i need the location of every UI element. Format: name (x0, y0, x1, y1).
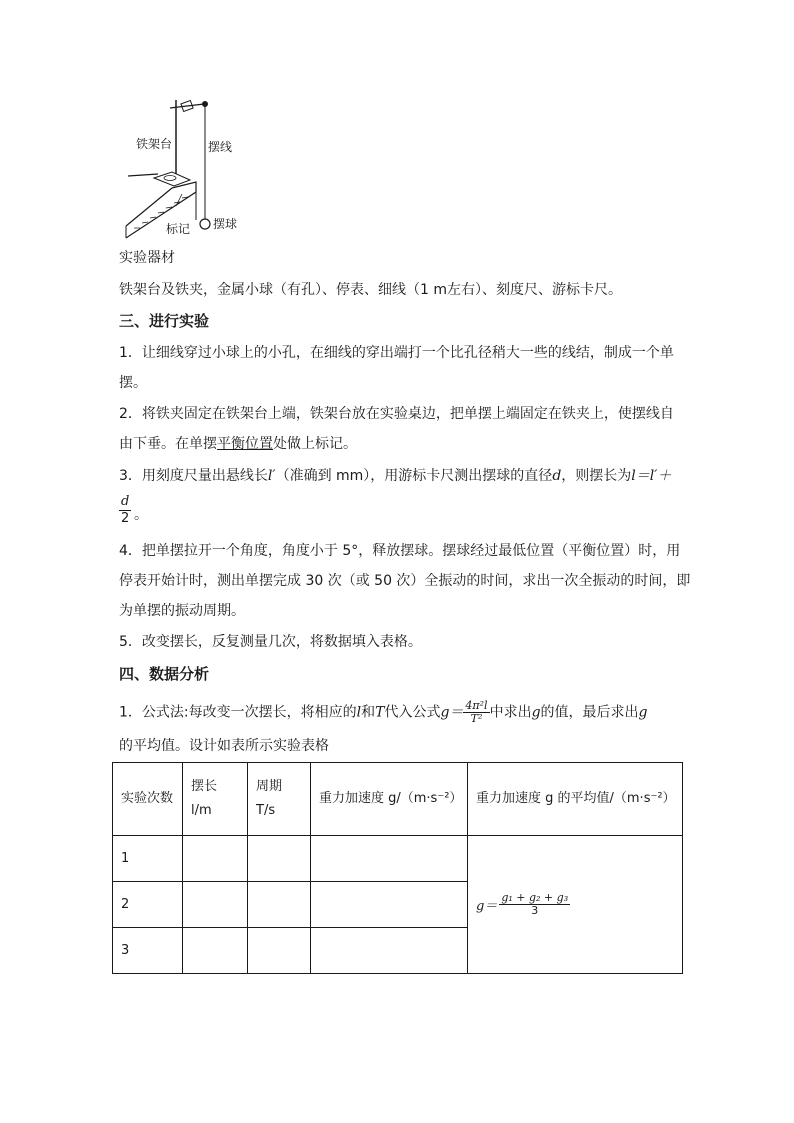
text-and: 和 (361, 704, 376, 721)
experiment-table (112, 762, 683, 974)
step2-line1: 2．将铁夹固定在铁架台上端，铁架台放在实验桌边，把单摆上端固定在铁夹上，使摆线自 (119, 406, 674, 422)
cell-length (183, 836, 248, 882)
label-ball: 摆球 (213, 217, 238, 231)
equipment-title: 实验器材 (119, 250, 175, 266)
step3-var-d: d (552, 468, 562, 484)
step1-line1: 1．让细线穿过小球上的小孔，在细线的穿出端打一个比孔径稍大一些的线结，制成一个单 (119, 345, 674, 361)
step3-text-a: 3．用刻度尺量出悬线长 (119, 468, 268, 484)
avg-formula-den: 3 (531, 904, 539, 917)
formula-g-lhs: g＝ (440, 704, 464, 721)
header-length: 摆长 l/m (183, 763, 248, 836)
step3-fraction (119, 494, 131, 527)
header-trial: 实验次数 (113, 763, 183, 836)
label-mark: 标记 (166, 222, 191, 236)
header-period: 周期 T/s (248, 763, 311, 836)
step4-line1: 4．把单摆拉开一个角度，角度小于 5°，释放摆球。摆球经过最低位置（平衡位置）时，用 (119, 543, 681, 559)
avg-formula-num: g₁ + g₂ + g₃ (501, 891, 569, 904)
cell-length (183, 928, 248, 974)
cell-g (311, 836, 468, 882)
method1-line1 (119, 700, 648, 725)
method1-text-d: 的值，最后求出 (540, 704, 639, 721)
avg-formula (476, 892, 570, 917)
clamp-bar (170, 104, 204, 108)
step4-line3: 为单摆的振动周期。 (119, 603, 245, 619)
step3-frac-num: d (121, 494, 130, 509)
step3-var-lprime: l′ (267, 468, 276, 484)
var-g: g (531, 704, 541, 721)
cell-length (183, 882, 248, 928)
formula-den: T² (470, 712, 483, 725)
avg-formula-fraction (499, 892, 570, 917)
cell-g (311, 928, 468, 974)
formula-fraction (463, 700, 489, 725)
pendulum-diagram (112, 96, 252, 241)
method1-text-a: 1．公式法:每改变一次摆长，将相应的 (119, 704, 357, 721)
row-label: 3 (113, 928, 183, 974)
step3-line1 (119, 466, 671, 486)
var-T: T (375, 704, 385, 721)
row-label: 2 (113, 882, 183, 928)
label-string: 摆线 (208, 140, 233, 154)
step2-text-b: 处做上标记。 (273, 436, 357, 452)
step2-line2 (119, 434, 357, 454)
pendulum-apparatus-figure (112, 96, 252, 241)
var-l: l (356, 704, 362, 721)
label-stand: 铁架台 (136, 137, 173, 151)
step4-line2: 停表开始计时，测出单摆完成 30 次（或 50 次）全振动的时间，求出一次全振动的时间，即 (119, 573, 691, 589)
section4-heading: 四、数据分析 (119, 665, 210, 683)
cell-period (248, 882, 311, 928)
method1-line2: 的平均值。设计如表所示实验表格 (119, 738, 329, 754)
step3-frac-den: 2 (121, 511, 130, 526)
step3-text-c: ，则摆长为 (561, 468, 632, 484)
step2-text-a: 由下垂。在单摆 (119, 436, 217, 452)
step5: 5．改变摆长，反复测量几次，将数据填入表格。 (119, 634, 422, 650)
equipment-list: 铁架台及铁夹，金属小球（有孔）、停表、细线（1 m左右）、刻度尺、游标卡尺。 (119, 282, 622, 298)
var-g2: g (638, 704, 648, 721)
cell-g (311, 882, 468, 928)
section3-heading: 三、进行实验 (119, 312, 210, 330)
cell-g-avg (468, 836, 683, 974)
step1-line2: 摆。 (119, 375, 147, 391)
pendulum-ball (200, 219, 210, 229)
step2-underlined-term: 平衡位置 (217, 436, 273, 452)
row-label: 1 (113, 836, 183, 882)
step3-text-b: （准确到 mm），用游标卡尺测出摆球的直径 (275, 468, 553, 484)
table-row (113, 836, 683, 882)
cell-period (248, 928, 311, 974)
header-g: 重力加速度 g/（m·s⁻²） (311, 763, 468, 836)
table-header-row (113, 763, 683, 836)
method1-text-c: 中求出 (489, 704, 532, 721)
cell-period (248, 836, 311, 882)
step3-formula: l＝l′＋ (631, 468, 672, 484)
header-g-avg: 重力加速度 g 的平均值/（m·s⁻²） (468, 763, 683, 836)
avg-formula-lhs: g＝ (476, 899, 498, 914)
step3-end: 。 (134, 507, 148, 523)
method1-text-b: 代入公式 (384, 704, 441, 721)
formula-num: 4π²l (465, 699, 488, 712)
